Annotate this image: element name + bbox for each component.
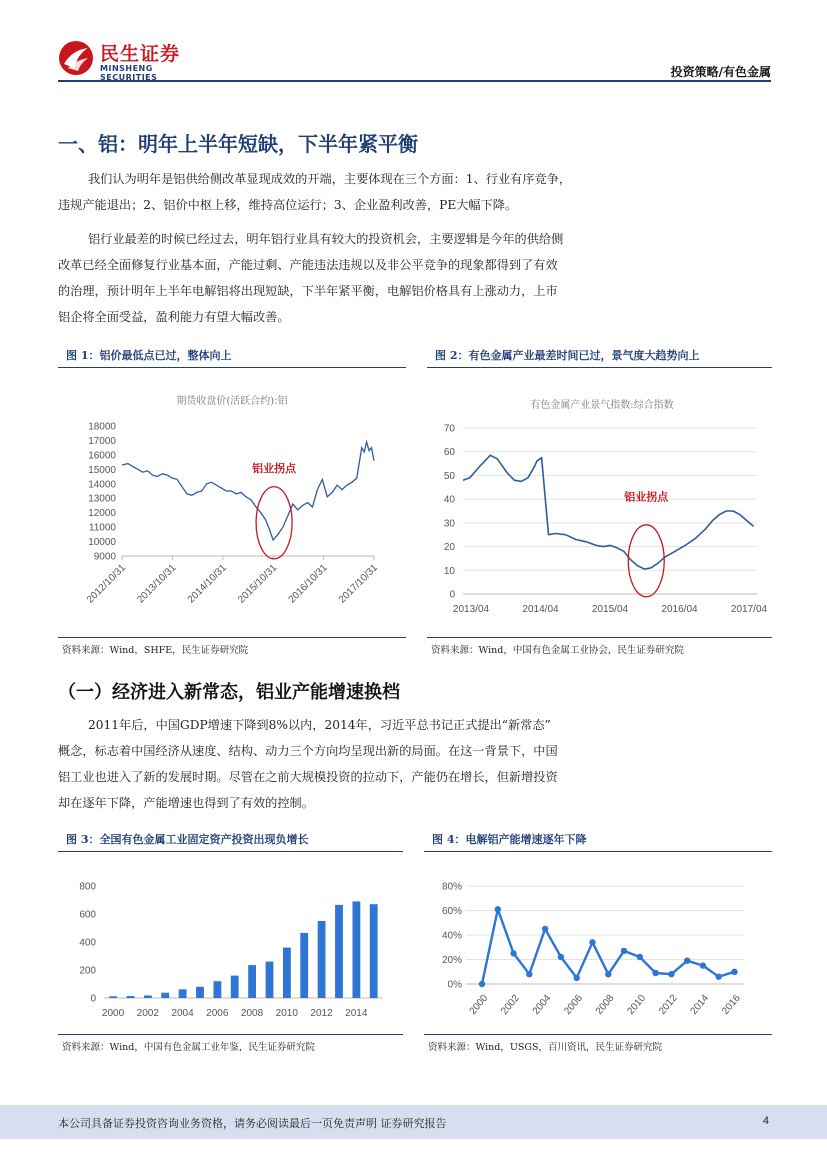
x-tick-label: 2017/04 [730,604,768,615]
data-point-2007 [589,939,595,945]
y-tick-label: 0% [447,979,462,991]
y-tick-label: 12000 [88,508,116,520]
data-point-2010 [637,954,643,960]
x-tick-label: 2010 [625,992,649,1017]
x-tick-label: 2000 [101,1008,125,1019]
bar-2005 [196,987,204,998]
minsheng-logo-icon [58,40,94,76]
annotation-label: 铝业拐点 [252,462,297,476]
data-point-2016 [731,969,737,975]
x-tick-label: 2014 [688,992,712,1017]
data-point-2008 [605,971,611,977]
y-tick-label: 600 [79,909,96,921]
x-tick-label: 2000 [467,992,491,1017]
paragraph-line: 改革已经全面修复行业基本面，产能过剩、产能违法违规以及非公平竞争的现象都得到了有效 [58,258,558,272]
series-line [463,455,754,569]
figure-2-svg [427,380,772,630]
paragraph-line: 2011年后，中国GDP增速下降到8%以内，2014年，习近平总书记正式提出“新常态” [88,718,551,732]
bar-2007 [231,976,239,998]
data-point-2005 [558,954,564,960]
data-point-2006 [574,975,580,981]
y-tick-label: 14000 [88,479,116,491]
bar-2000 [109,996,117,998]
y-tick-label: 80% [441,881,462,893]
figure-2-source: 资料来源：Wind，中国有色金属工业协会，民生证券研究院 [427,637,772,657]
y-tick-label: 11000 [88,522,116,534]
x-tick-label: 2006 [562,992,585,1017]
x-tick-label: 2016/04 [661,604,698,615]
data-point-2009 [621,948,627,954]
data-point-2012 [668,971,674,977]
data-point-2015 [716,974,722,980]
series-line [122,442,374,540]
report-category: 投资策略/有色金属 [670,65,771,79]
bar-2004 [179,989,187,998]
bar-2013 [335,905,343,998]
paragraph-line: 铝行业最差的时候已经过去，明年铝行业具有较大的投资机会，主要逻辑是今年的供给侧 [88,232,564,246]
x-tick-label: 2008 [240,1008,264,1019]
data-point-2014 [700,962,706,968]
x-tick-label: 2013/04 [452,604,490,615]
y-tick-label: 15000 [88,464,116,476]
subsection-title-new-normal: （一）经济进入新常态，铝业产能增速换档 [58,682,400,703]
bar-2001 [127,996,135,998]
page-header [58,36,771,82]
x-tick-label: 2002 [136,1008,159,1019]
paragraph-1 [58,166,771,218]
annotation-circle [628,525,664,597]
y-tick-label: 18000 [88,421,116,433]
y-tick-label: 800 [79,881,96,893]
figure-1-chart [58,380,406,630]
data-point-2011 [652,970,658,976]
x-tick-label: 2014/04 [522,604,559,615]
paragraph-3 [58,712,771,816]
y-tick-label: 0 [90,993,96,1005]
x-tick-label: 2014/10/31 [185,562,229,606]
x-tick-label: 2006 [206,1008,229,1019]
page-number: 4 [762,1115,769,1127]
data-point-2004 [542,926,548,932]
y-tick-label: 16000 [88,450,116,462]
paragraph-line: 违规产能退出；2、铝价中枢上移，维持高位运行；3、企业盈利改善，PE大幅下降。 [58,198,518,212]
x-tick-label: 2017/10/31 [336,562,381,606]
figure-3-svg [58,862,403,1032]
page-footer [0,1105,827,1139]
x-tick-label: 2016 [720,992,743,1017]
bar-2006 [214,981,222,998]
bar-2008 [248,965,256,998]
data-point-2001 [495,906,501,912]
x-tick-label: 2008 [593,992,617,1017]
y-tick-label: 10 [443,565,455,577]
footer-disclaimer: 本公司具备证券投资咨询业务资格，请务必阅读最后一页免责声明 证券研究报告 [58,1117,447,1130]
annotation-circle [256,487,292,559]
y-tick-label: 9000 [93,551,116,563]
y-tick-label: 30 [443,518,455,530]
x-tick-label: 2013/10/31 [135,562,179,606]
bar-2003 [161,993,169,998]
figure-3-title: 图 3：全国有色金属工业固定资产投资出现负增长 [58,830,403,852]
data-point-2003 [526,971,532,977]
chart-title: 期货收盘价(活跃合约):铝 [176,396,288,407]
y-tick-label: 20 [443,542,455,554]
annotation-label: 铝业拐点 [624,490,669,504]
figure-1-svg [58,380,406,630]
y-tick-label: 0 [449,589,455,601]
data-point-2002 [510,950,516,956]
y-tick-label: 400 [79,937,96,949]
paragraph-line: 概念，标志着中国经济从速度、结构、动力三个方向均呈现出新的局面。在这一背景下，中国 [58,744,558,758]
data-point-2000 [479,981,485,987]
x-tick-label: 2002 [499,992,522,1017]
x-tick-label: 2004 [171,1008,194,1019]
logo-chinese-name: 民生证券 [100,43,181,65]
figure-1-source: 资料来源：Wind，SHFE，民生证券研究院 [58,637,406,657]
y-tick-label: 60% [441,906,462,917]
y-tick-label: 40% [441,930,462,942]
bar-2010 [283,948,291,998]
chart-title: 有色金属产业景气指数:综合指数 [530,400,674,411]
bar-2009 [266,962,274,998]
x-tick-label: 2015/04 [591,604,629,615]
y-tick-label: 13000 [88,493,116,505]
figure-3-source: 资料来源：Wind，中国有色金属工业年鉴，民生证券研究院 [58,1034,403,1054]
paragraph-line: 铝工业也进入了新的发展时期。尽管在之前大规模投资的拉动下，产能仍在增长，但新增投资 [58,770,558,784]
figure-4-svg [424,862,772,1032]
figure-1-title: 图 1：铝价最低点已过，整体向上 [58,346,406,368]
company-logo [58,36,208,82]
paragraph-line: 我们认为明年是铝供给侧改革显现成效的开端，主要体现在三个方面：1、行业有序竞争， [88,172,572,186]
x-tick-label: 2004 [530,992,554,1017]
y-tick-label: 60 [443,447,455,459]
y-tick-label: 50 [443,470,455,482]
bar-2002 [144,996,152,999]
x-tick-label: 2012 [310,1008,333,1019]
x-tick-label: 2012/10/31 [84,562,129,606]
figure-4-chart [424,862,772,1032]
y-tick-label: 200 [79,965,96,977]
x-tick-label: 2015/10/31 [236,562,280,606]
x-tick-label: 2016/10/31 [286,562,330,606]
paragraph-2 [58,226,771,330]
data-point-2013 [684,958,690,964]
figure-3-chart [58,862,403,1032]
y-tick-label: 17000 [88,435,116,447]
paragraph-line: 却在逐年下降，产能增速也得到了有效的控制。 [58,796,314,810]
bar-2011 [300,933,308,998]
x-tick-label: 2010 [275,1008,298,1019]
logo-english-name: MINSHENG SECURITIES [100,64,158,82]
x-tick-label: 2012 [656,992,680,1017]
x-tick-label: 2014 [345,1008,368,1019]
figure-4-title: 图 4：电解铝产能增速逐年下降 [424,830,772,852]
figure-2-title: 图 2：有色金属产业最差时间已过，景气度大趋势向上 [427,346,772,368]
paragraph-line: 铝企将全面受益，盈利能力有望大幅改善。 [58,310,290,324]
y-tick-label: 10000 [88,537,116,549]
y-tick-label: 20% [441,955,462,966]
paragraph-line: 的治理，预计明年上半年电解铝将出现短缺，下半年紧平衡，电解铝价格具有上涨动力，上市 [58,284,558,298]
section-title-aluminum: 一、铝：明年上半年短缺，下半年紧平衡 [58,132,418,156]
bar-2015 [370,904,378,998]
y-tick-label: 70 [443,423,455,435]
bar-2012 [318,921,326,998]
bar-2014 [353,901,361,998]
figure-2-chart [427,380,772,630]
figure-4-source: 资料来源：Wind，USGS，百川资讯，民生证券研究院 [424,1034,772,1054]
y-tick-label: 40 [443,494,455,506]
